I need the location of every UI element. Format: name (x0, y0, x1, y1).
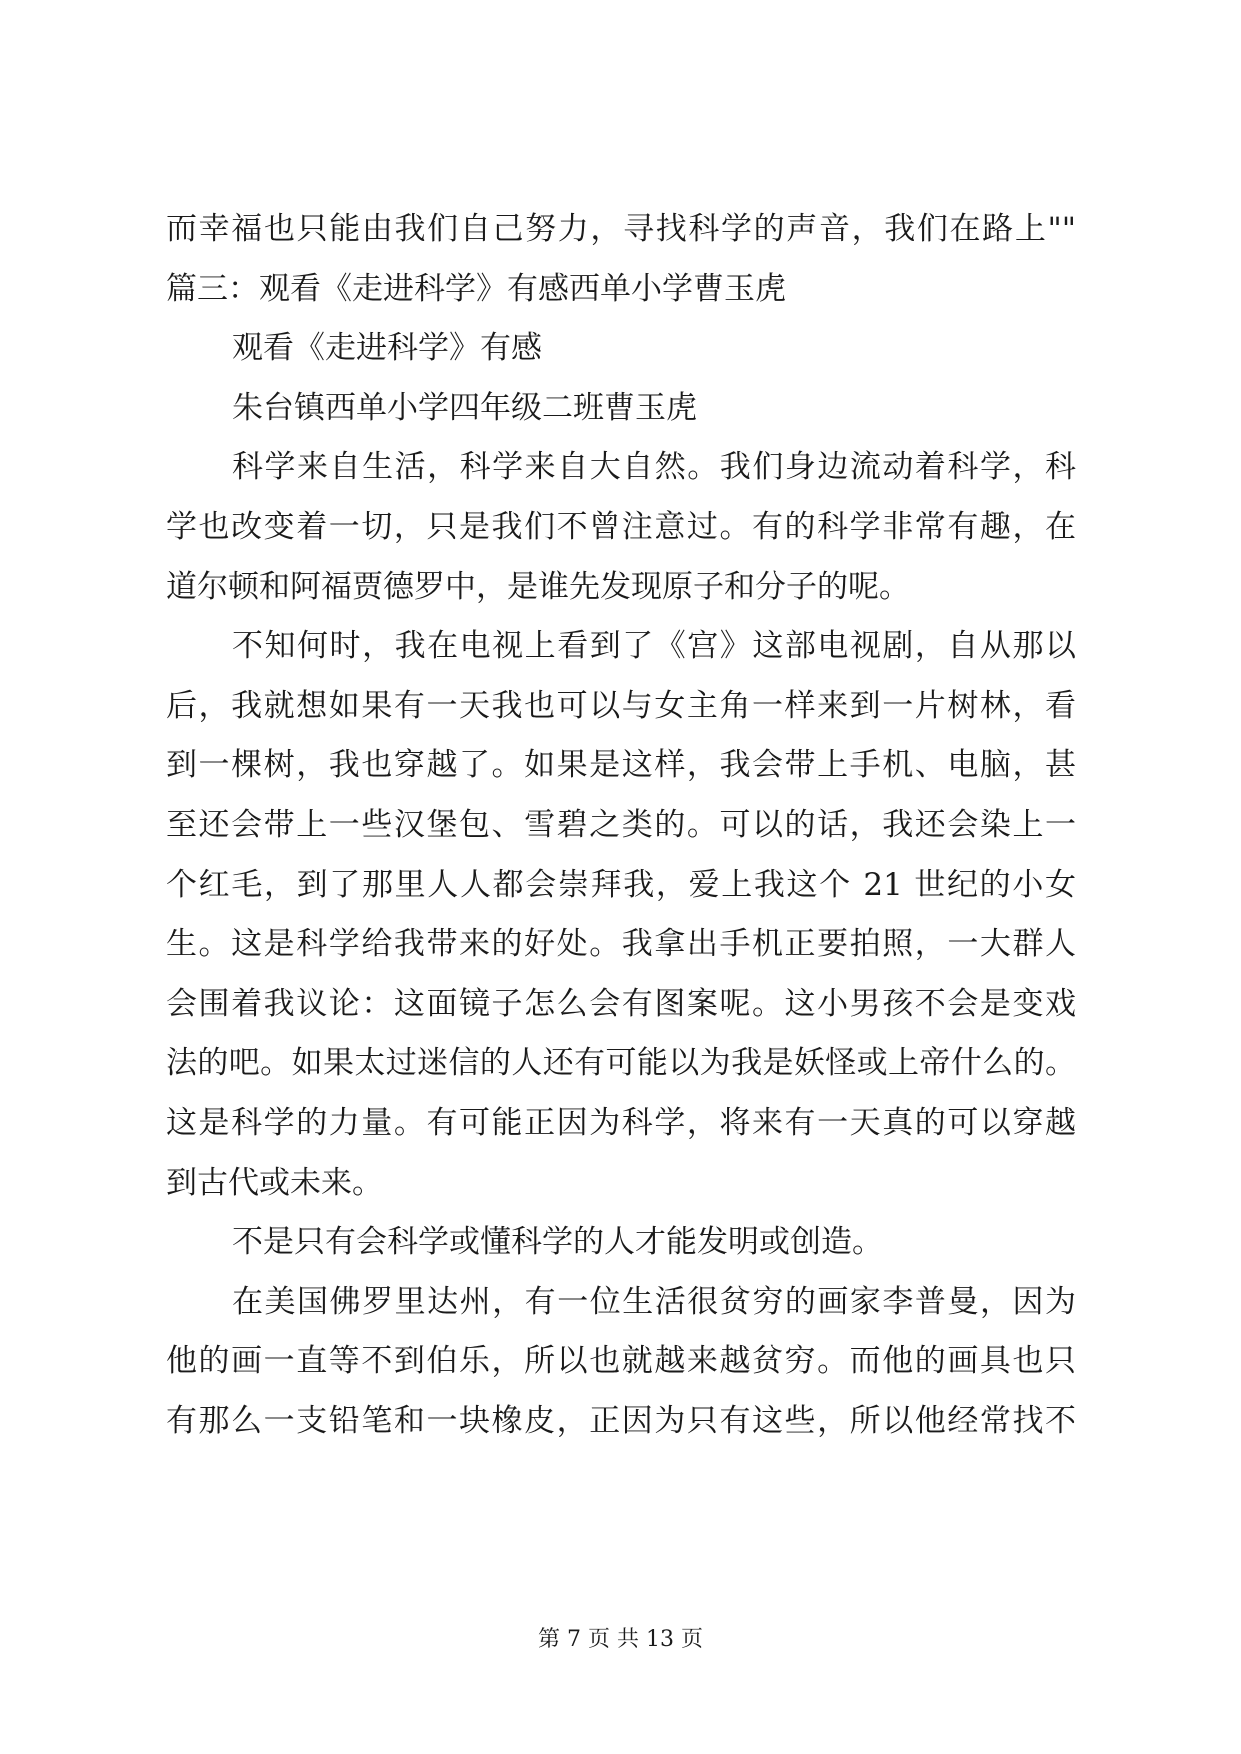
paragraph-line: 后，我就想如果有一天我也可以与女主角一样来到一片树林，看 (166, 687, 1076, 724)
essay-author: 朱台镇西单小学四年级二班曹玉虎 (232, 389, 697, 426)
paragraph-line: 有那么一支铅笔和一块橡皮，正因为只有这些，所以他经常找不 (166, 1402, 1076, 1439)
paragraph-line: 到一棵树，我也穿越了。如果是这样，我会带上手机、电脑，甚 (166, 747, 1076, 784)
paragraph-line: 不是只有会科学或懂科学的人才能发明或创造。 (232, 1224, 883, 1261)
paragraph-line: 在美国佛罗里达州，有一位生活很贫穷的画家李普曼，因为 (232, 1283, 1076, 1320)
paragraph-line: 到古代或未来。 (166, 1164, 383, 1201)
paragraph-line: 学也改变着一切，只是我们不曾注意过。有的科学非常有趣，在 (166, 508, 1076, 545)
paragraph-line: 不知何时，我在电视上看到了《宫》这部电视剧，自从那以 (232, 628, 1076, 665)
paragraph-line: 法的吧。如果太过迷信的人还有可能以为我是妖怪或上帝什么的。 (166, 1045, 1076, 1082)
paragraph-line: 这是科学的力量。有可能正因为科学，将来有一天真的可以穿越 (166, 1104, 1076, 1141)
paragraph-line: 道尔顿和阿福贾德罗中，是谁先发现原子和分子的呢。 (166, 568, 910, 605)
essay-title: 观看《走进科学》有感 (232, 330, 542, 367)
paragraph-line: 个红毛，到了那里人人都会崇拜我，爱上我这个 21 世纪的小女 (166, 866, 1076, 903)
paragraph-line: 至还会带上一些汉堡包、雪碧之类的。可以的话，我还会染上一 (166, 806, 1076, 843)
paragraph-line: 他的画一直等不到伯乐，所以也就越来越贫穷。而他的画具也只 (166, 1343, 1076, 1380)
paragraph-line: 生。这是科学给我带来的好处。我拿出手机正要拍照，一大群人 (166, 926, 1076, 963)
text-line: 而幸福也只能由我们自己努力，寻找科学的声音，我们在路上"" (166, 211, 1076, 247)
document-body (166, 200, 1076, 1451)
section-heading: 篇三：观看《走进科学》有感西单小学曹玉虎 (166, 270, 786, 307)
page-footer: 第 7 页 共 13 页 (538, 1627, 703, 1652)
paragraph-line: 科学来自生活，科学来自大自然。我们身边流动着科学，科 (232, 449, 1076, 486)
paragraph-line: 会围着我议论：这面镜子怎么会有图案呢。这小男孩不会是变戏 (166, 985, 1076, 1022)
